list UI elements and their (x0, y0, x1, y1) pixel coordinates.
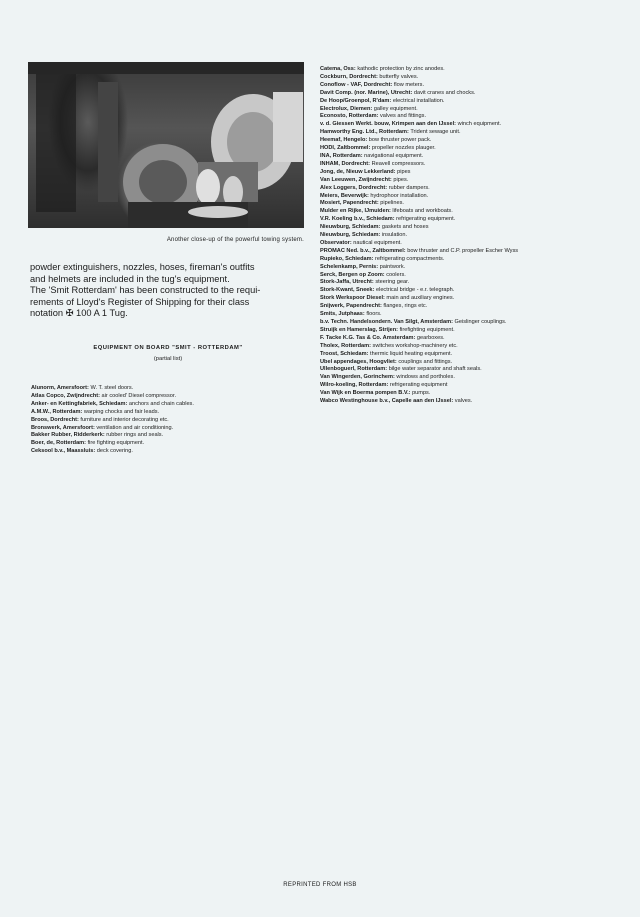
equipment-entry (320, 374, 518, 382)
supplier-supplies: refrigerating equipment (388, 382, 448, 389)
equipment-heading: EQUIPMENT ON BOARD "SMIT - ROTTERDAM" (93, 345, 243, 351)
supplier-supplies: steering gear. (373, 279, 410, 286)
equipment-entry (320, 153, 518, 161)
equipment-entry (31, 432, 194, 440)
supplier-name: Atlas Copco, Zwijndrecht: (31, 392, 100, 399)
towing-system-photo (28, 62, 304, 228)
supplier-supplies: navigational equipment. (362, 152, 424, 159)
supplier-name: Davit Comp. (nor. Marine), Utrecht: (320, 89, 413, 96)
equipment-entry (320, 169, 518, 177)
equipment-entry (320, 137, 518, 145)
supplier-supplies: firefighting equipment. (398, 326, 455, 333)
supplier-supplies: bilge water separator and shaft seals. (387, 366, 482, 373)
supplier-name: Meiers, Beverwijk: (320, 192, 369, 199)
supplier-supplies: bow thruster power pack. (367, 137, 432, 144)
equipment-entry (320, 343, 518, 351)
equipment-entry (320, 208, 518, 216)
supplier-name: Alunorm, Amersfoort: (31, 385, 89, 391)
equipment-entry (320, 256, 518, 264)
supplier-name: Van Wingerden, Gorinchem: (320, 374, 395, 381)
supplier-name: Wabco Westinghouse b.v., Capelle aan den IJssel: (320, 398, 454, 405)
equipment-entry (320, 390, 518, 398)
supplier-supplies: lifeboats and workboats. (390, 208, 453, 215)
supplier-name: Wilro-koeling, Rotterdam: (320, 382, 389, 389)
supplier-name: Struijk en Hamerslag, Strijen: (320, 326, 399, 333)
supplier-supplies: gaskets and hoses (380, 224, 429, 231)
equipment-list-left (31, 385, 194, 456)
equipment-entry (320, 193, 518, 201)
supplier-name: PROMAC Ned. b.v., Zaltbommel: (320, 247, 406, 254)
supplier-supplies: couplings and fittings. (396, 358, 453, 365)
supplier-name: De Hoop/Groenpol, R'dam: (320, 97, 392, 104)
supplier-name: Nieuwburg, Schiedam: (320, 232, 381, 239)
equipment-entry (320, 240, 518, 248)
photo-caption: Another close-up of the powerful towing system. (166, 237, 304, 243)
equipment-entry (320, 113, 518, 121)
supplier-supplies: thermic liquid heating equipment. (368, 350, 453, 357)
supplier-name: Nieuwburg, Schiedam: (320, 224, 381, 231)
supplier-supplies: Trident sewage unit. (408, 129, 461, 136)
supplier-name: Troost, Schiedam: (320, 350, 369, 357)
supplier-supplies: W. T. steel doors. (88, 385, 134, 391)
supplier-name: V.R. Koeling b.v., Schiedam: (320, 216, 395, 223)
supplier-supplies: electrical bridge - e.r. telegraph. (374, 287, 455, 294)
equipment-entry (320, 303, 518, 311)
equipment-entry (31, 417, 194, 425)
supplier-name: Ceksool b.v., Maassluis: (31, 448, 96, 455)
supplier-name: Van Wijk en Boerma pompen B.V.: (320, 390, 411, 397)
supplier-supplies: paintwork. (378, 263, 406, 270)
supplier-name: Mulder en Rijke, IJmuiden: (320, 208, 391, 215)
supplier-name: Electrolux, Diemen: (320, 105, 373, 112)
supplier-name: Schelenkamp, Pernis: (320, 263, 379, 270)
supplier-name: Ubel appendages, Hoogvliet: (320, 358, 397, 365)
supplier-name: Broos, Dordrecht: (31, 416, 79, 423)
equipment-entry (320, 106, 518, 114)
supplier-supplies: hydrophoor installation. (368, 192, 429, 199)
equipment-entry (31, 409, 194, 417)
equipment-entry (320, 185, 518, 193)
equipment-entry (320, 272, 518, 280)
supplier-name: F. Tacke K.G. Tas & Co. Amsterdam: (320, 334, 416, 341)
equipment-entry (320, 351, 518, 359)
supplier-supplies: kathodic protection by zinc anodes. (355, 66, 445, 72)
supplier-supplies: anchors and chain cables. (127, 400, 194, 407)
supplier-supplies: bow thruster and C.P. propeller Escher Wyss (405, 247, 519, 254)
supplier-supplies: winch equipment. (456, 121, 502, 128)
body-paragraph (30, 262, 306, 320)
supplier-supplies: floors. (364, 311, 382, 318)
equipment-entry (320, 200, 518, 208)
supplier-supplies: valves and fittings. (378, 113, 427, 120)
supplier-name: Stork Werkspoor Diesel: (320, 295, 385, 302)
supplier-name: Heemaf, Hengelo: (320, 137, 368, 144)
equipment-entry (31, 425, 194, 433)
paragraph-line: and helmets are included in the tug's equipment. (30, 273, 230, 284)
equipment-entry (31, 385, 194, 393)
supplier-name: Rupieko, Schiedam: (320, 255, 374, 262)
supplier-name: Ullenboguerl, Rotterdam: (320, 366, 388, 373)
equipment-entry (31, 401, 194, 409)
supplier-supplies: air cooled' Diesel compressor. (100, 392, 176, 399)
supplier-supplies: galley equipment. (372, 105, 418, 112)
supplier-name: Stork-Kwant, Sneek: (320, 287, 375, 294)
equipment-entry (320, 398, 518, 406)
supplier-supplies: flow meters. (392, 81, 425, 88)
equipment-entry (320, 359, 518, 367)
equipment-entry (320, 177, 518, 185)
equipment-entry (320, 121, 518, 129)
supplier-name: INA, Rotterdam: (320, 152, 363, 159)
supplier-supplies: windows and portholes. (394, 374, 455, 381)
supplier-name: v. d. Giessen Werkt. bouw, Krimpen aan den IJssel: (320, 121, 457, 128)
equipment-entry (320, 82, 518, 90)
supplier-name: Bakker Rubber, Ridderkerk: (31, 432, 105, 439)
supplier-supplies: insulation. (380, 232, 408, 239)
supplier-name: INHAM, Dordrecht: (320, 160, 371, 167)
reprint-footer: REPRINTED FROM HSB (283, 882, 357, 888)
supplier-name: Stork-Jaffa, Utrecht: (320, 279, 374, 286)
paragraph-line: The 'Smit Rotterdam' has been constructed to the requi- (30, 285, 261, 296)
supplier-supplies: rubber rings and seals. (104, 432, 164, 439)
supplier-supplies: furniture and interior decorating etc. (78, 416, 169, 423)
equipment-entry (320, 98, 518, 106)
equipment-entry (320, 90, 518, 98)
equipment-entry (31, 440, 194, 448)
equipment-entry (320, 295, 518, 303)
supplier-supplies: electrical installation. (391, 97, 445, 104)
supplier-supplies: propeller nozzles plauger. (370, 145, 436, 152)
equipment-entry (320, 145, 518, 153)
supplier-name: Snijwerk, Papendrecht: (320, 303, 382, 310)
supplier-name: Smits, Jutphaas: (320, 311, 365, 318)
supplier-supplies: pumps. (410, 390, 431, 397)
supplier-supplies: switches workshop-machinery etc. (370, 342, 458, 349)
supplier-supplies: deck covering. (95, 448, 133, 455)
equipment-entry (320, 382, 518, 390)
equipment-entry (320, 311, 518, 319)
supplier-supplies: rubber dampers. (387, 184, 430, 191)
supplier-supplies: ventilation and air conditioning. (94, 424, 174, 431)
supplier-supplies: refrigerating compactments. (373, 255, 445, 262)
supplier-supplies: gearboxes. (415, 334, 445, 341)
supplier-name: Jong, de, Nieuw Lekkerland: (320, 168, 396, 175)
equipment-entry (31, 448, 194, 456)
supplier-name: A.M.W., Rotterdam: (31, 408, 83, 415)
equipment-entry (31, 393, 194, 401)
equipment-entry (320, 248, 518, 256)
supplier-supplies: pipelines. (378, 200, 404, 207)
equipment-entry (320, 366, 518, 374)
equipment-subheading: (partial list) (153, 356, 183, 362)
supplier-supplies: pipes (395, 168, 411, 175)
supplier-name: Van Leeuwen, Zwijndrecht: (320, 176, 392, 183)
supplier-supplies: pipes. (391, 176, 409, 183)
supplier-name: Econosto, Rotterdam: (320, 113, 379, 120)
equipment-entry (320, 264, 518, 272)
supplier-supplies: fire fighting equipment. (86, 440, 145, 447)
supplier-name: Conoflow - VAF, Dordrecht: (320, 81, 393, 88)
supplier-name: Bronswerk, Amersfoort: (31, 424, 95, 431)
supplier-name: Cockburn, Dordrecht: (320, 73, 378, 80)
equipment-entry (320, 216, 518, 224)
paragraph-line: powder extinguishers, nozzles, hoses, fireman's outfits (30, 262, 255, 272)
supplier-name: Serck, Bergen op Zoom: (320, 271, 385, 278)
equipment-entry (320, 327, 518, 335)
supplier-supplies: Reavell compressors. (370, 160, 426, 167)
equipment-entry (320, 129, 518, 137)
paragraph-line: notation ✠ 100 A 1 Tug. (30, 308, 128, 319)
supplier-name: Hamworthy Eng. Ltd., Rotterdam: (320, 129, 409, 136)
equipment-entry (320, 66, 518, 74)
supplier-name: Mosiert, Papendrecht: (320, 200, 379, 207)
supplier-name: HODI, Zaltbommel: (320, 145, 371, 152)
supplier-supplies: Geislinger couplings. (452, 319, 507, 325)
equipment-list-right (320, 66, 518, 406)
paragraph-line: rements of Lloyd's Register of Shipping for their class (30, 296, 250, 307)
supplier-supplies: butterfly valves. (377, 73, 419, 80)
supplier-name: Alex Loggers, Dordrecht: (320, 184, 388, 191)
equipment-entry (320, 224, 518, 232)
supplier-name: Observator: (320, 239, 352, 246)
supplier-supplies: refrigerating equipment. (394, 216, 456, 223)
supplier-supplies: main and auxiliary engines. (384, 295, 455, 302)
supplier-supplies: warping chocks and fair leads. (82, 408, 160, 415)
supplier-name: Anker- en Kettingfabriek, Schiedam: (31, 400, 128, 407)
equipment-entry (320, 287, 518, 295)
supplier-supplies: davit cranes and chocks. (412, 89, 476, 96)
equipment-entry (320, 319, 518, 327)
equipment-entry (320, 335, 518, 343)
equipment-entry (320, 161, 518, 169)
equipment-entry (320, 232, 518, 240)
supplier-supplies: nautical equipment. (351, 239, 402, 246)
supplier-name: Boer, de, Rotterdam: (31, 440, 87, 447)
supplier-name: Tholex, Rotterdam: (320, 342, 371, 349)
equipment-entry (320, 279, 518, 287)
supplier-name: b.v. Techn. Handelsondern. Van Silgt, Amsterdam: (320, 319, 453, 325)
supplier-supplies: flanges, rings etc. (381, 303, 428, 310)
equipment-entry (320, 74, 518, 82)
supplier-name: Catema, Oss: (320, 66, 356, 72)
supplier-supplies: valves. (453, 398, 473, 405)
supplier-supplies: coolers. (384, 271, 406, 278)
